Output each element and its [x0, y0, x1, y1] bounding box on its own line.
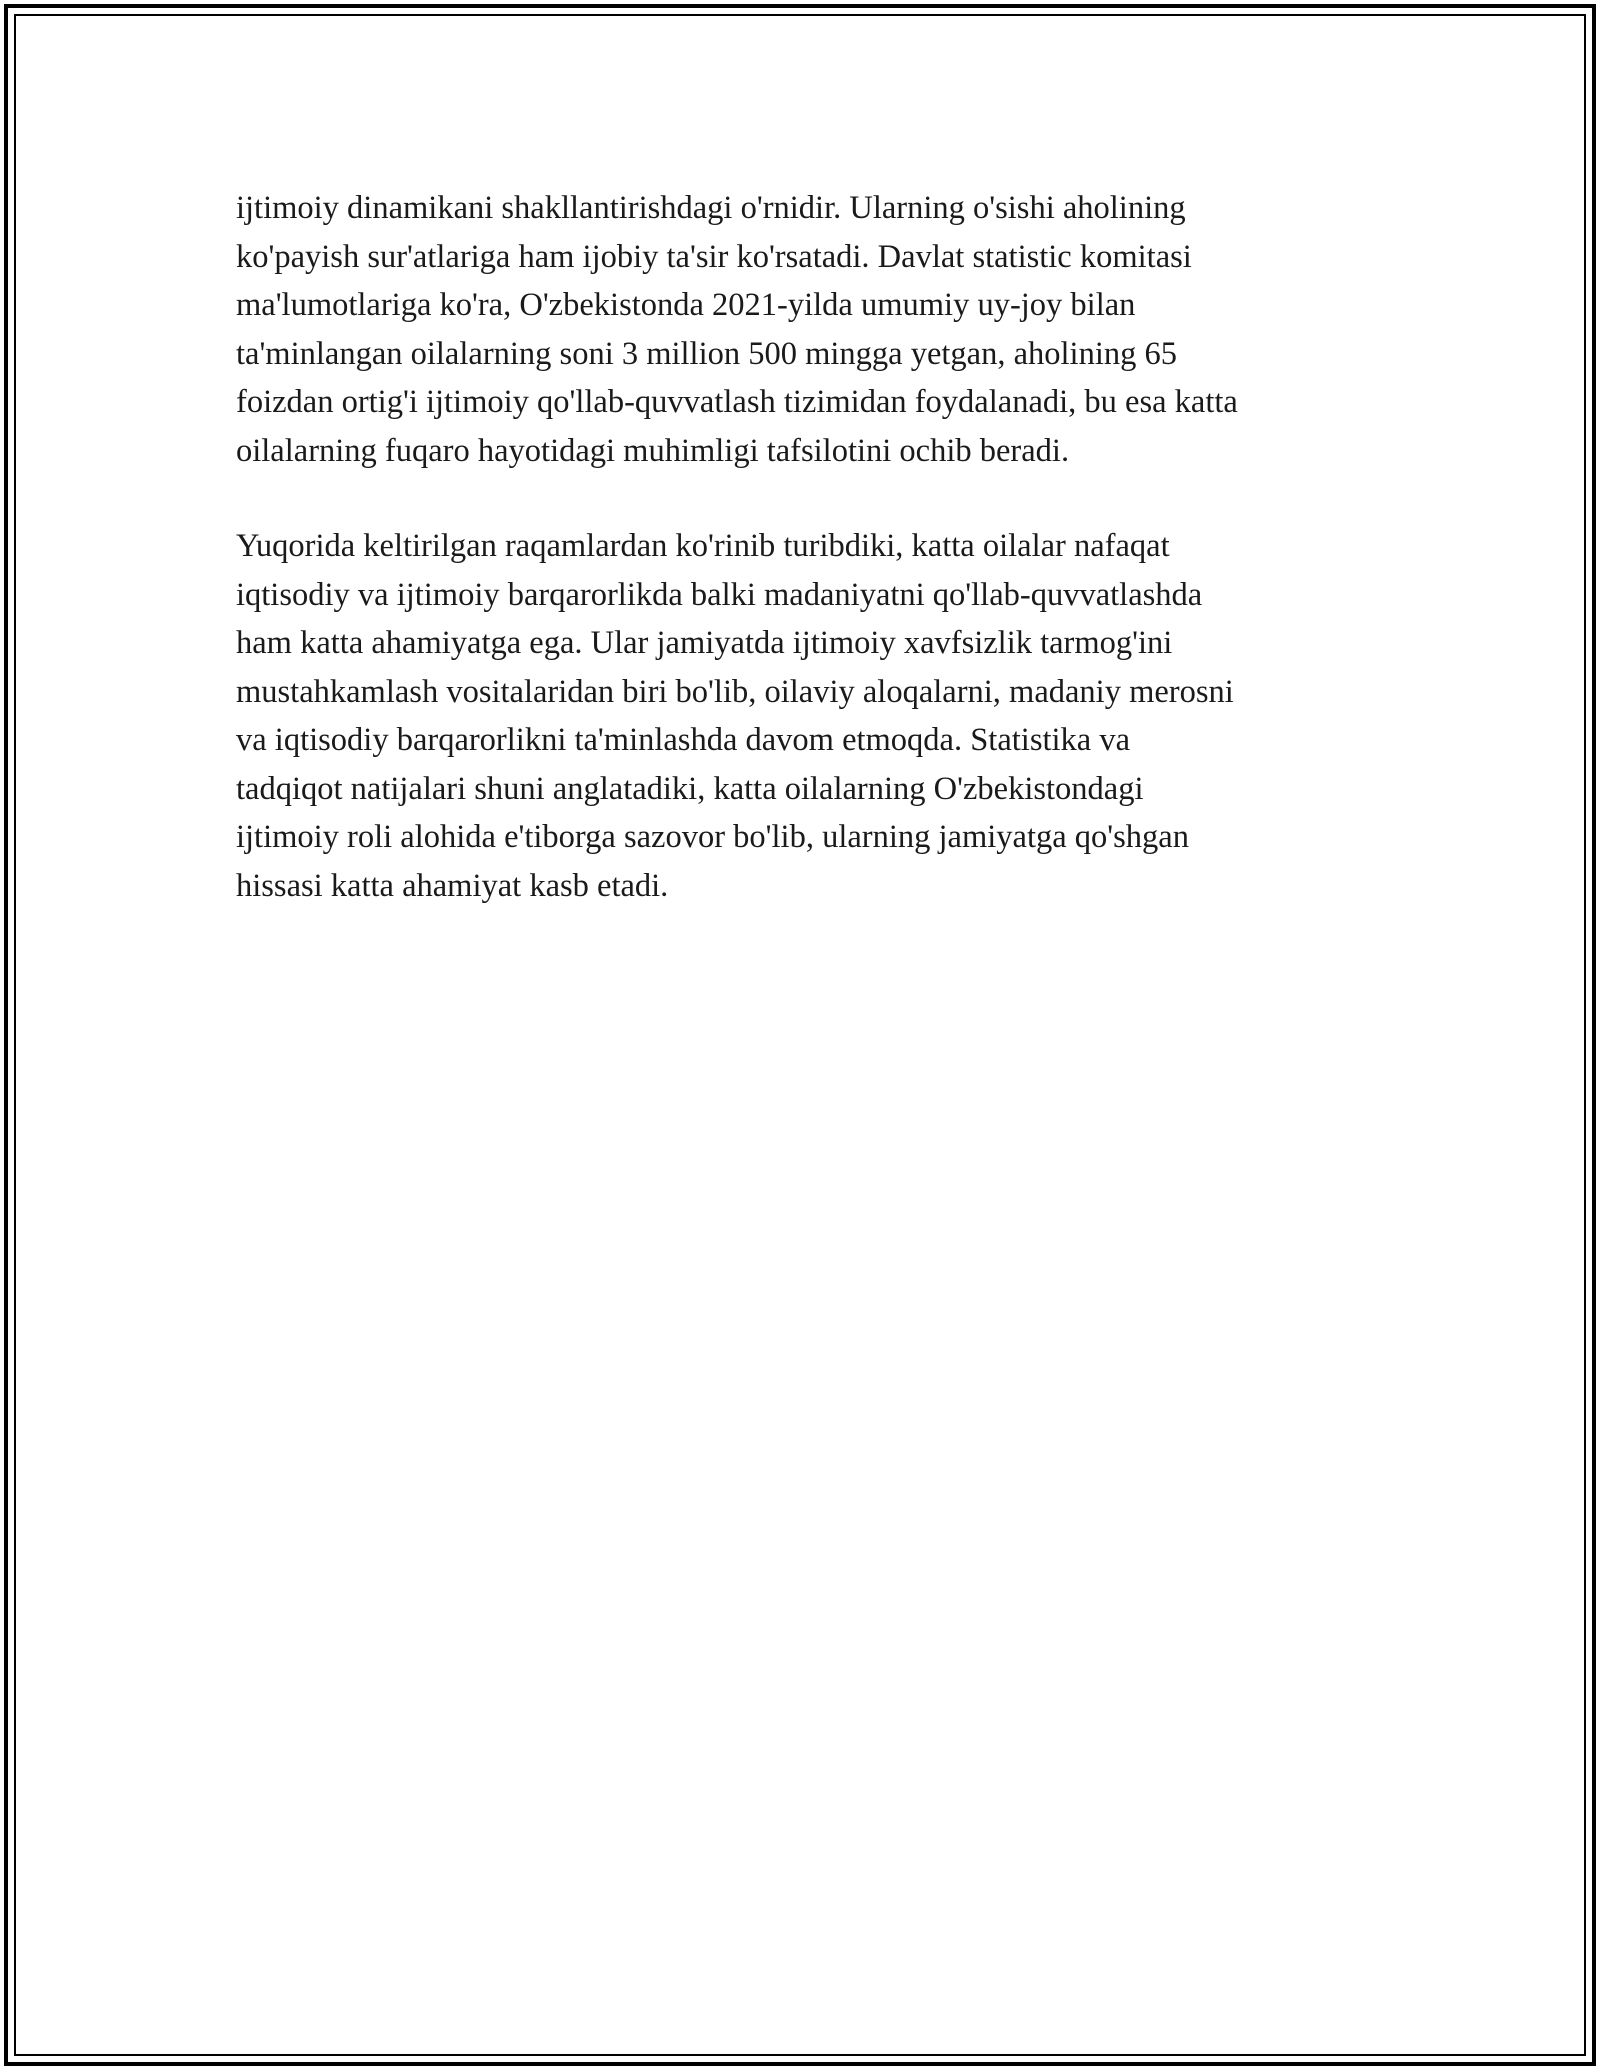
text-line: ham katta ahamiyatga ega. Ular jamiyatda ijtimoiy xavfsizlik tarmog'ini [236, 625, 1173, 661]
text-line: Yuqorida keltirilgan raqamlardan ko'rinib turibdiki, katta oilalar nafaqat [236, 528, 1170, 564]
text-line: tadqiqot natijalari shuni anglatadiki, katta oilalarning O'zbekistondagi [236, 770, 1144, 807]
text-line: mustahkamlash vositalaridan biri bo'lib, oilaviy aloqalarni, madaniy merosni [236, 673, 1234, 710]
text-line: iqtisodiy va ijtimoiy barqarorlikda balki madaniyatni qo'llab-quvvatlashda [236, 576, 1203, 613]
text-line: ma'lumotlariga ko'ra, O'zbekistonda 2021-yilda umumiy uy-joy bilan [236, 287, 1136, 323]
text-line: hissasi katta ahamiyat kasb etadi. [236, 867, 669, 904]
text-line: ijtimoiy roli alohida e'tiborga sazovor bo'lib, ularning jamiyatga qo'shgan [236, 819, 1189, 855]
text-line: ko'payish sur'atlariga ham ijobiy ta'sir ko'rsatadi. Davlat statistic komitasi [236, 238, 1192, 275]
text-line: ijtimoiy dinamikani shakllantirishdagi o'rnidir. Ularning o'sishi aholining [236, 190, 1186, 226]
document-body [236, 184, 1376, 910]
text-line: va iqtisodiy barqarorlikni ta'minlashda davom etmoqda. Statistika va [236, 722, 1131, 758]
text-line: foizdan ortig'i ijtimoiy qo'llab-quvvatlash tizimidan foydalanadi, bu esa katta [236, 384, 1238, 420]
text-line: oilalarning fuqaro hayotidagi muhimligi tafsilotini ochib beradi. [236, 432, 1070, 469]
paragraph-2 [236, 522, 1376, 910]
paragraph-1 [236, 184, 1376, 475]
text-line: ta'minlangan oilalarning soni 3 million 500 mingga yetgan, aholining 65 [236, 335, 1177, 372]
